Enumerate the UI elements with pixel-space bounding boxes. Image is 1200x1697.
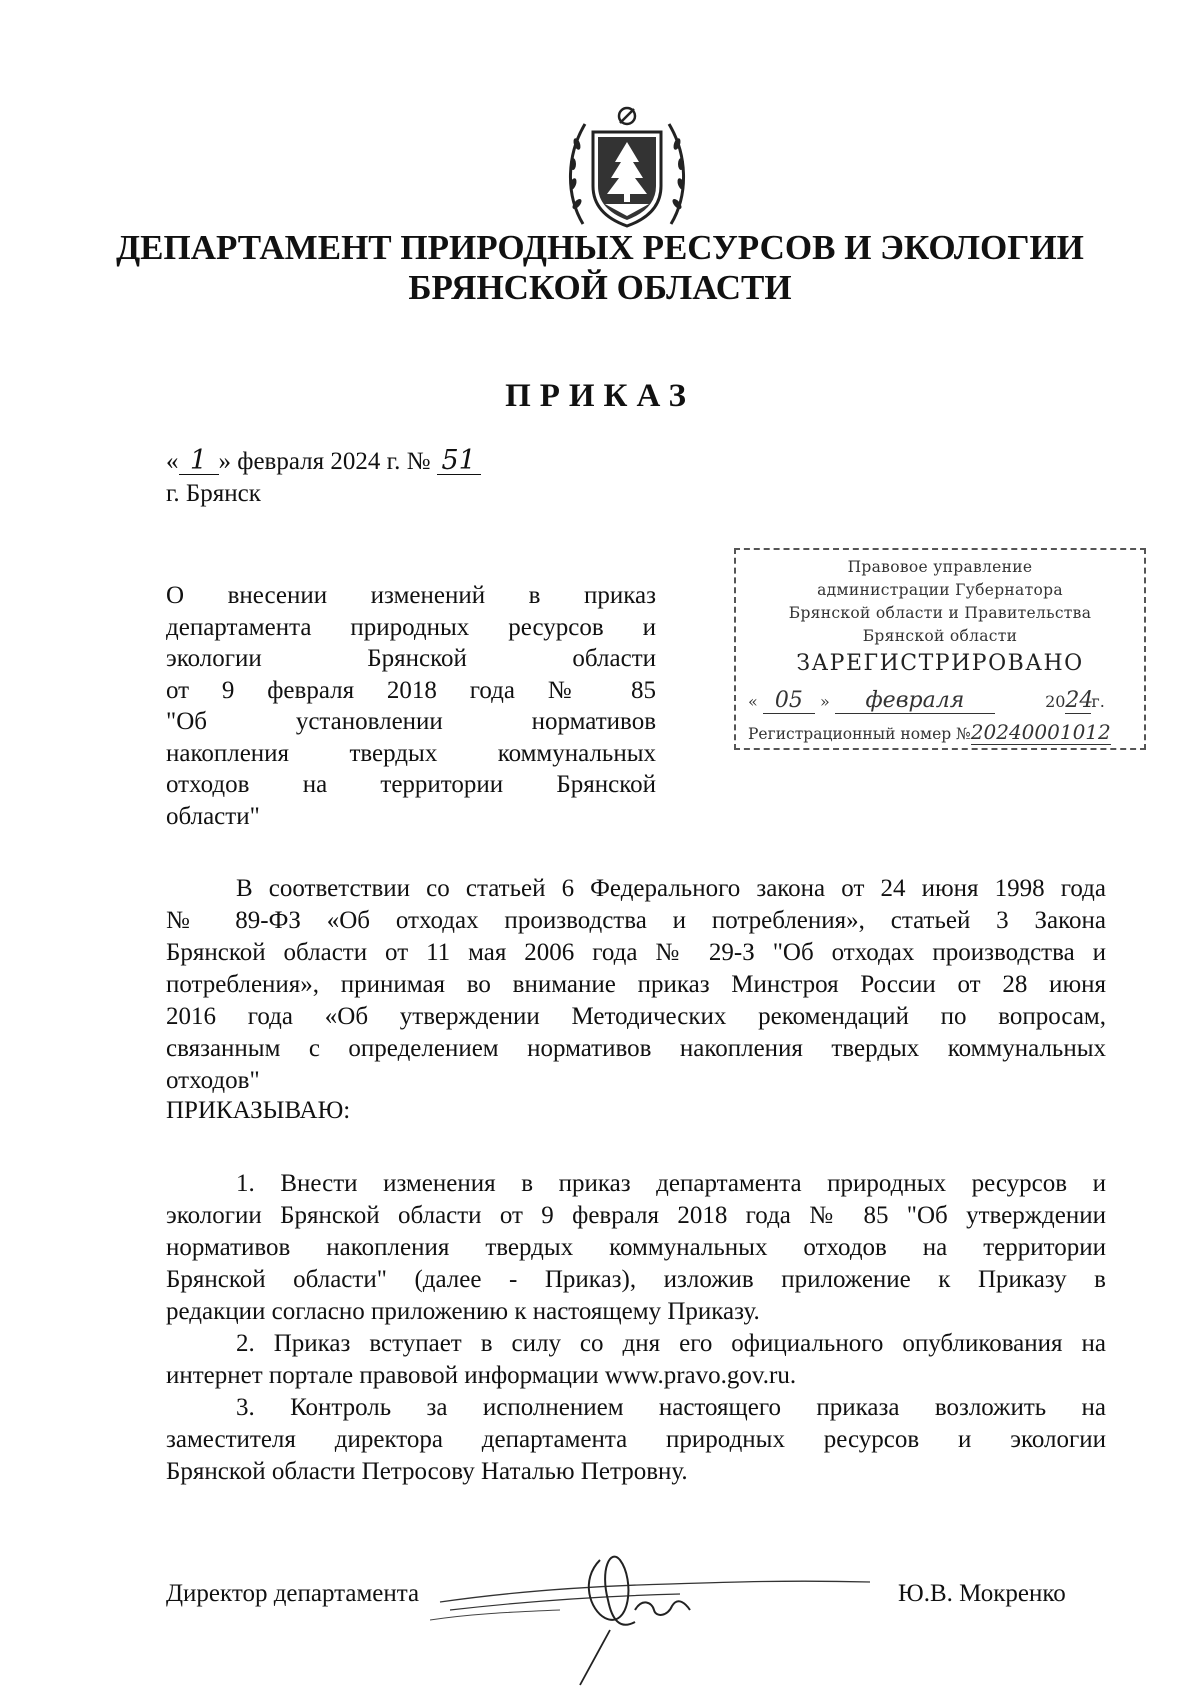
signatory-title: Директор департамента [166,1580,420,1607]
registration-stamp [734,548,1146,750]
stamp-line: администрации Губернатора [817,581,1063,599]
item-line: заместителя директора департамента природных ресурсов и экологии [166,1426,1106,1453]
stamp-line: Брянской области и Правительства [788,604,1092,622]
stamp-date [748,688,1138,714]
item-line: 2. Приказ вступает в силу со дня его официального опубликования на [236,1330,1106,1357]
document-type-title: ПРИКАЗ [505,378,695,414]
preamble-line: отходов" [166,1067,260,1094]
department-name-line2: БРЯНСКОЙ ОБЛАСТИ [408,268,792,307]
date-open-quote: « [166,448,179,475]
stamp-reg-number: 20240001012 [970,720,1111,744]
item-line: экологии Брянской области от 9 февраля 2018 года № 85 "Об утверждении [166,1202,1106,1229]
stamp-date-open: « [748,692,758,711]
item-line: Брянской области Петросову Наталью Петровну. [166,1458,688,1485]
signatory-name: Ю.В. Мокренко [898,1580,1066,1607]
order-subject [166,580,656,832]
date-month-year: » февраля 2024 г. № [218,448,431,475]
department-name-line1: ДЕПАРТАМЕНТ ПРИРОДНЫХ РЕСУРСОВ И ЭКОЛОГИИ [116,228,1084,267]
item-line: редакции согласно приложению к настоящему Приказу. [166,1298,760,1325]
stamp-date-month: февраля [835,688,995,714]
preamble-line: В соответствии со статьей 6 Федерального закона от 24 июня 1998 года [236,875,1106,902]
item-line: интернет портале правовой информации www.pravo.gov.ru. [166,1362,797,1389]
preamble-line: связанным с определением нормативов накопления твердых коммунальных [166,1035,1106,1062]
item-line: нормативов накопления твердых коммунальных отходов на территории [166,1234,1106,1261]
order-number-handwritten: 51 [437,448,481,475]
subject-line: отходов на территории Брянской [166,771,656,798]
order-dateline [166,445,481,476]
subject-line: экологии Брянской области [166,645,656,672]
city-name: г. Брянск [166,480,261,507]
subject-line: О внесении изменений в приказ [166,582,656,609]
stamp-date-g: г. [1091,692,1105,711]
order-day-handwritten: 1 [179,448,219,475]
handwritten-signature-icon [430,1540,890,1690]
preamble-line: потребления», принимая во внимание приказ Минстроя России от 28 июня [166,971,1106,998]
stamp-line: Правовое управление [847,558,1033,576]
preamble-line: 2016 года «Об утверждении Методических рекомендаций по вопросам, [166,1003,1106,1030]
stamp-reg-label: Регистрационный номер № [748,725,971,743]
stamp-status: ЗАРЕГИСТРИРОВАНО [796,651,1084,676]
order-word: ПРИКАЗЫВАЮ: [166,1097,351,1124]
subject-line: "Об установлении нормативов [166,708,656,735]
item-line: 3. Контроль за исполнением настоящего приказа возложить на [236,1394,1106,1421]
stamp-line: Брянской области [862,627,1018,645]
preamble [166,873,1106,1097]
item-line: Брянской области" (далее - Приказ), изложив приложение к Приказу в [166,1266,1106,1293]
subject-line: от 9 февраля 2018 года № 85 [166,676,656,704]
order-item-1 [166,1168,1106,1328]
stamp-date-day: 05 [763,688,815,714]
subject-line: накопления твердых коммунальных [166,739,656,767]
stamp-date-year-suffix: 24 [1065,688,1094,713]
preamble-line: Брянской области от 11 мая 2006 года № 29-З "Об отходах производства и [166,939,1106,966]
subject-line: области" [166,802,260,830]
coat-of-arms-icon [565,104,689,234]
subject-line: департамента природных ресурсов и [166,613,656,641]
preamble-line: № 89-ФЗ «Об отходах производства и потребления», статьей 3 Закона [166,907,1106,934]
item-line: 1. Внести изменения в приказ департамента природных ресурсов и [236,1170,1106,1197]
stamp-date-mid: » [819,692,830,711]
order-item-2 [166,1328,1106,1392]
stamp-registration [748,720,1111,745]
stamp-date-year-prefix: 20 [1045,692,1066,711]
order-item-3 [166,1392,1106,1488]
